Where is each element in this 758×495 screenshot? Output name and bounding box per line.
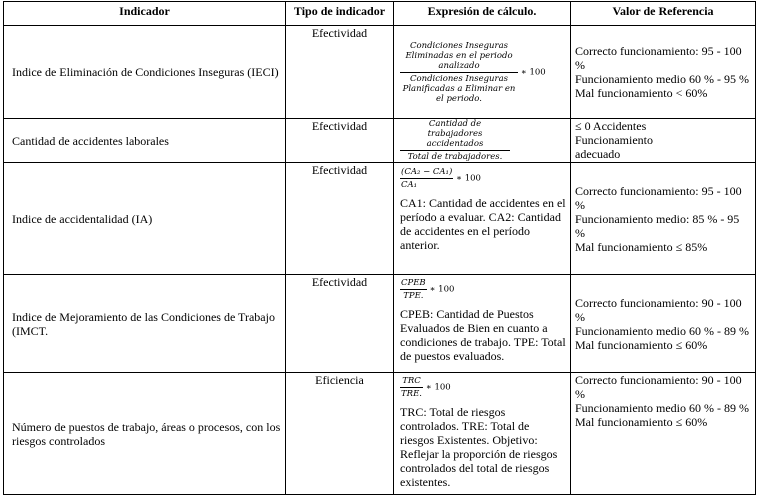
formula-multiplier: ∗ 100 xyxy=(521,67,546,77)
formula-description: CPEB: Cantidad de Puestos Evaluados de Bien en cuanto a condiciones de trabajo. TPE: Total de puestos evaluados. xyxy=(400,307,566,363)
table-row xyxy=(4,373,756,495)
table-row xyxy=(4,119,756,163)
formula-description: CA1: Cantidad de accidentes en el período a evaluar. CA2: Cantidad de accidentes en el período anterior. xyxy=(400,196,566,252)
referencia-cell xyxy=(571,119,756,163)
referencia-cell xyxy=(571,163,756,275)
tipo-cell: Efectividad xyxy=(286,163,394,275)
table-row xyxy=(4,163,756,275)
formula-cell xyxy=(394,26,571,119)
tipo-cell: Eficiencia xyxy=(286,373,394,495)
indicador-cell: Indice de Mejoramiento de las Condiciones de Trabajo (IMCT. xyxy=(4,275,286,373)
header-tipo: Tipo de indicador xyxy=(286,2,394,26)
table-row xyxy=(4,275,756,373)
formula-denominator: Total de trabajadores. xyxy=(407,152,503,162)
formula-cell xyxy=(394,163,571,275)
indicador-cell: Número de puestos de trabajo, áreas o procesos, con los riesgos controlados xyxy=(4,373,286,495)
referencia-line: Correcto funcionamiento: 95 - 100 % xyxy=(575,183,742,212)
referencia-line: Correcto funcionamiento: 90 - 100 % xyxy=(575,373,742,401)
formula-multiplier: ∗ 100 xyxy=(456,173,481,184)
referencia-cell xyxy=(571,373,756,495)
indicador-cell: Indice de accidentalidad (IA) xyxy=(4,163,286,275)
formula-description: TRC: Total de riesgos controlados. TRE: Total de riesgos Existentes. Objetivo: Reflejar la proporción de riesgos controlados del total de riesgos existentes. xyxy=(400,405,558,489)
formula-fraction xyxy=(400,376,423,399)
formula-cell xyxy=(394,275,571,373)
header-row xyxy=(4,2,756,26)
tipo-cell: Efectividad xyxy=(286,275,394,373)
referencia-cell xyxy=(571,26,756,119)
formula-denominator: Condiciones Inseguras Planificadas a Eliminar en el periodo. xyxy=(402,73,516,104)
referencia-line: Mal funcionamiento ≤ 60% xyxy=(575,337,708,352)
header-indicador: Indicador xyxy=(4,2,286,26)
header-expresion: Expresión de cálculo. xyxy=(394,2,571,26)
indicators-table xyxy=(3,1,756,495)
header-referencia: Valor de Referencia xyxy=(571,2,756,26)
referencia-line: Funcionamiento medio: 85 % - 95 % xyxy=(575,211,740,240)
referencia-line: Correcto funcionamiento: 90 - 100 % xyxy=(575,295,742,324)
referencia-line: Mal funcionamiento ≤ 60% xyxy=(575,415,708,429)
referencia-line: adecuado xyxy=(575,147,621,161)
formula-multiplier: ∗ 100 xyxy=(425,382,451,393)
formula-fraction xyxy=(400,119,510,162)
indicador-cell: Indice de Eliminación de Condiciones Inseguras (IECI) xyxy=(4,26,286,119)
formula-denominator: CA₁ xyxy=(401,180,418,190)
referencia-line: Mal funcionamiento ≤ 85% xyxy=(575,239,708,254)
referencia-line: Correcto funcionamiento: 95 - 100 % xyxy=(575,44,742,72)
table-row xyxy=(4,26,756,119)
referencia-cell xyxy=(571,275,756,373)
formula-fraction xyxy=(400,278,427,301)
formula-numerator: (CA₂ − CA₁) xyxy=(401,167,453,177)
tipo-cell: Efectividad xyxy=(286,119,394,163)
referencia-line: Funcionamiento medio 60 % - 89 % xyxy=(575,401,749,415)
indicador-cell: Cantidad de accidentes laborales xyxy=(4,119,286,163)
formula-fraction xyxy=(400,167,453,190)
formula-numerator: Cantidad de trabajadores accidentados xyxy=(400,119,510,151)
referencia-line: Funcionamiento medio 60 % - 89 % xyxy=(575,323,749,338)
formula-denominator: TRE. xyxy=(401,389,422,399)
referencia-line: Funcionamiento xyxy=(575,133,653,147)
formula-numerator: TRC xyxy=(400,376,423,388)
referencia-line: Mal funcionamiento < 60% xyxy=(575,86,708,100)
formula-cell xyxy=(394,119,571,163)
formula-numerator: Condiciones Inseguras Eliminadas en el periodo analizado xyxy=(400,41,518,73)
formula-multiplier: ∗ 100 xyxy=(429,284,455,295)
referencia-line: ≤ 0 Accidentes xyxy=(575,119,647,133)
referencia-line: Funcionamiento medio 60 % - 95 % xyxy=(575,72,749,86)
formula-numerator: CPEB xyxy=(401,278,426,288)
formula-cell xyxy=(394,373,571,495)
formula-denominator: TPE. xyxy=(403,291,424,301)
tipo-cell: Efectividad xyxy=(286,26,394,119)
formula-fraction xyxy=(400,41,518,104)
